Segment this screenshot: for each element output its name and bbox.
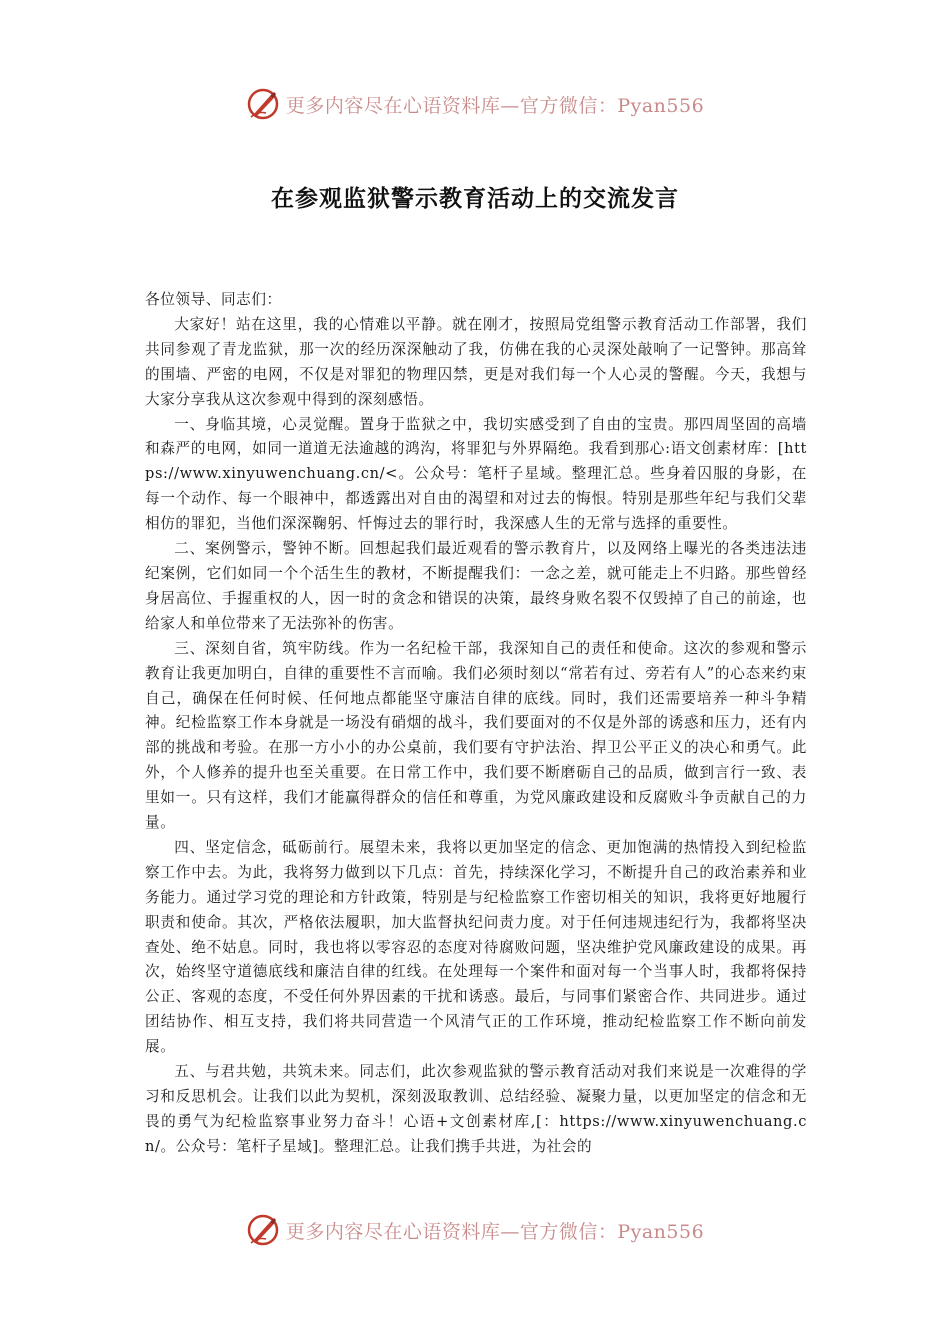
pen-logo-icon <box>246 87 280 121</box>
header-banner <box>0 82 950 126</box>
paragraph-section-5: 五、与君共勉，共筑未来。同志们，此次参观监狱的警示教育活动对我们来说是一次难得的学习和反思机会。让我们以此为契机，深刻汲取教训、总结经验、凝聚力量，以更加坚定的信念和无畏的勇气为纪检监察事业努力奋斗！心语+文创素材库,[：https://www.xinyuwenchuang.cn/。公众号：笔杆子星域]。整理汇总。让我们携手共进，为社会的 <box>145 1063 807 1155</box>
paragraph-section-4: 四、坚定信念，砥砺前行。展望未来，我将以更加坚定的信念、更加饱满的热情投入到纪检监察工作中去。为此，我将努力做到以下几点：首先，持续深化学习，不断提升自己的政治素养和业务能力。通过学习党的理论和方针政策，特别是与纪检监察工作密切相关的知识，我将更好地履行职责和使命。其次，严格依法履职，加大监督执纪问责力度。对于任何违规违纪行为，我都将坚决查处、绝不姑息。同时，我也将以零容忍的态度对待腐败问题，坚决维护党风廉政建设的成果。再次，始终坚守道德底线和廉洁自律的红线。在处理每一个案件和面对每一个当事人时，我都将保持公正、客观的态度，不受任何外界因素的干扰和诱惑。最后，与同事们紧密合作、共同进步。通过团结协作、相互支持，我们将共同营造一个风清气正的工作环境，推动纪检监察工作不断向前发展。 <box>145 838 807 1056</box>
footer-banner-text: 更多内容尽在心语资料库—官方微信：Pyan556 <box>285 1220 705 1243</box>
paragraph-section-2: 二、案例警示，警钟不断。回想起我们最近观看的警示教育片，以及网络上曝光的各类违法违纪案例，它们如同一个个活生生的教材，不断提醒我们：一念之差，就可能走上不归路。那些曾经身居高位、手握重权的人，因一时的贪念和错误的决策，最终身败名裂不仅毁掉了自己的前途，也给家人和单位带来了无法弥补的伤害。 <box>145 540 807 632</box>
document-body <box>145 288 807 1160</box>
paragraph-intro: 大家好！站在这里，我的心情难以平静。就在刚才，按照局党组警示教育活动工作部署，我们共同参观了青龙监狱，那一次的经历深深触动了我，仿佛在我的心灵深处敲响了一记警钟。那高耸的围墙、严密的电网，不仅是对罪犯的物理囚禁，更是对我们每一个人心灵的警醒。今天，我想与大家分享我从这次参观中得到的深刻感悟。 <box>145 315 807 408</box>
paragraph-section-3: 三、深刻自省，筑牢防线。作为一名纪检干部，我深知自己的责任和使命。这次的参观和警示教育让我更加明白，自律的重要性不言而喻。我们必须时刻以“常若有过、旁若有人”的心态来约束自己，确保在任何时候、任何地点都能坚守廉洁自律的底线。同时，我们还需要培养一种斗争精神。纪检监察工作本身就是一场没有硝烟的战斗，我们要面对的不仅是外部的诱惑和压力，还有内部的挑战和考验。在那一方小小的办公桌前，我们要有守护法治、捍卫公平正义的决心和勇气。此外，个人修养的提升也至关重要。在日常工作中，我们要不断磨砺自己的品质，做到言行一致、表里如一。只有这样，我们才能赢得群众的信任和尊重，为党风廉政建设和反腐败斗争贡献自己的力量。 <box>145 639 807 832</box>
header-banner-text: 更多内容尽在心语资料库—官方微信：Pyan556 <box>285 94 705 117</box>
pen-logo-icon <box>246 1213 280 1247</box>
footer-banner <box>0 1208 950 1252</box>
document-title: 在参观监狱警示教育活动上的交流发言 <box>271 186 679 212</box>
greeting: 各位领导、同志们： <box>145 291 282 308</box>
paragraph-section-1: 一、身临其境，心灵觉醒。置身于监狱之中，我切实感受到了自由的宝贵。那四周坚固的高墙和森严的电网，如同一道道无法逾越的鸿沟，将罪犯与外界隔绝。我看到那心:语文创素材库：[https://www.xinyuwenchuang.cn/<。公众号：笔杆子星域。整理汇总。些身着囚服的身影，在每一个动作、每一个眼神中，都透露出对自由的渴望和对过去的悔恨。特别是那些年纪与我们父辈相仿的罪犯，当他们深深鞠躬、忏悔过去的罪行时，我深感人生的无常与选择的重要性。 <box>145 415 807 533</box>
